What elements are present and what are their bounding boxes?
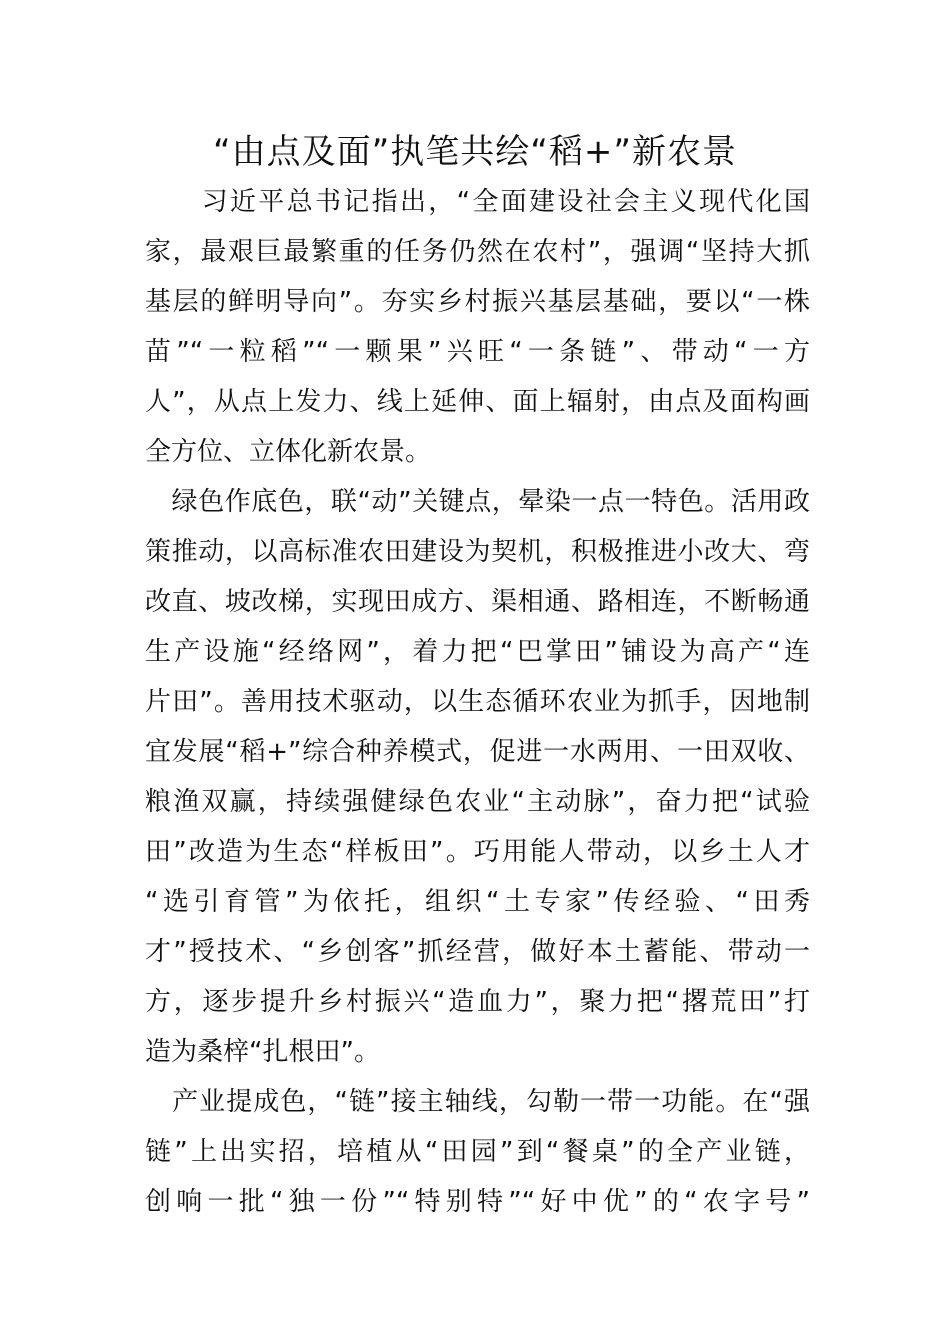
document-title: “由点及面”执笔共绘“稻+”新农景: [213, 132, 737, 172]
text-line: 才”授技术、“乡创客”抓经营，做好本土蓄能、带动一: [145, 937, 810, 967]
text-line: 粮渔双赢，持续强健绿色农业“主动脉”，奋力把“试验: [145, 787, 810, 817]
text-line: 产业提成色，“链”接主轴线，勾勒一带一功能。在“强: [145, 1087, 810, 1117]
text-line: 田”改造为生态“样板田”。巧用能人带动，以乡土人才: [145, 837, 810, 867]
text-line: 绿色作底色，联“动”关键点，晕染一点一特色。活用政: [145, 487, 810, 517]
text-line: 全方位、立体化新农景。: [145, 437, 432, 467]
text-line: 方，逐步提升乡村振兴“造血力”，聚力把“撂荒田”打: [145, 987, 810, 1017]
text-line: 创响一批“独一份”“特别特”“好中优”的“农字号”: [145, 1187, 810, 1217]
text-line: 习近平总书记指出，“全面建设社会主义现代化国: [145, 187, 810, 217]
text-line: 造为桑梓“扎根田”。: [145, 1037, 380, 1067]
text-line: 策推动，以高标准农田建设为契机，积极推进小改大、弯: [145, 537, 810, 567]
text-line: 生产设施“经络网”，着力把“巴掌田”铺设为高产“连: [145, 637, 810, 667]
text-line: 人”，从点上发力、线上延伸、面上辐射，由点及面构画: [145, 387, 810, 417]
text-line: “选引育管”为依托，组织“土专家”传经验、“田秀: [145, 887, 810, 917]
text-line: 基层的鲜明导向”。夯实乡村振兴基层基础，要以“一株: [145, 287, 810, 317]
text-line: 家，最艰巨最繁重的任务仍然在农村”，强调“坚持大抓: [145, 237, 810, 267]
document-body: [145, 177, 810, 1227]
text-line: 苗”“一粒稻”“一颗果”兴旺“一条链”、带动“一方: [145, 337, 810, 367]
text-line: 链”上出实招，培植从“田园”到“餐桌”的全产业链，: [145, 1137, 810, 1167]
text-line: 片田”。善用技术驱动，以生态循环农业为抓手，因地制: [145, 687, 810, 717]
text-line: 宜发展“稻+”综合种养模式，促进一水两用、一田双收、: [145, 737, 810, 767]
text-line: 改直、坡改梯，实现田成方、渠相通、路相连，不断畅通: [145, 587, 810, 617]
